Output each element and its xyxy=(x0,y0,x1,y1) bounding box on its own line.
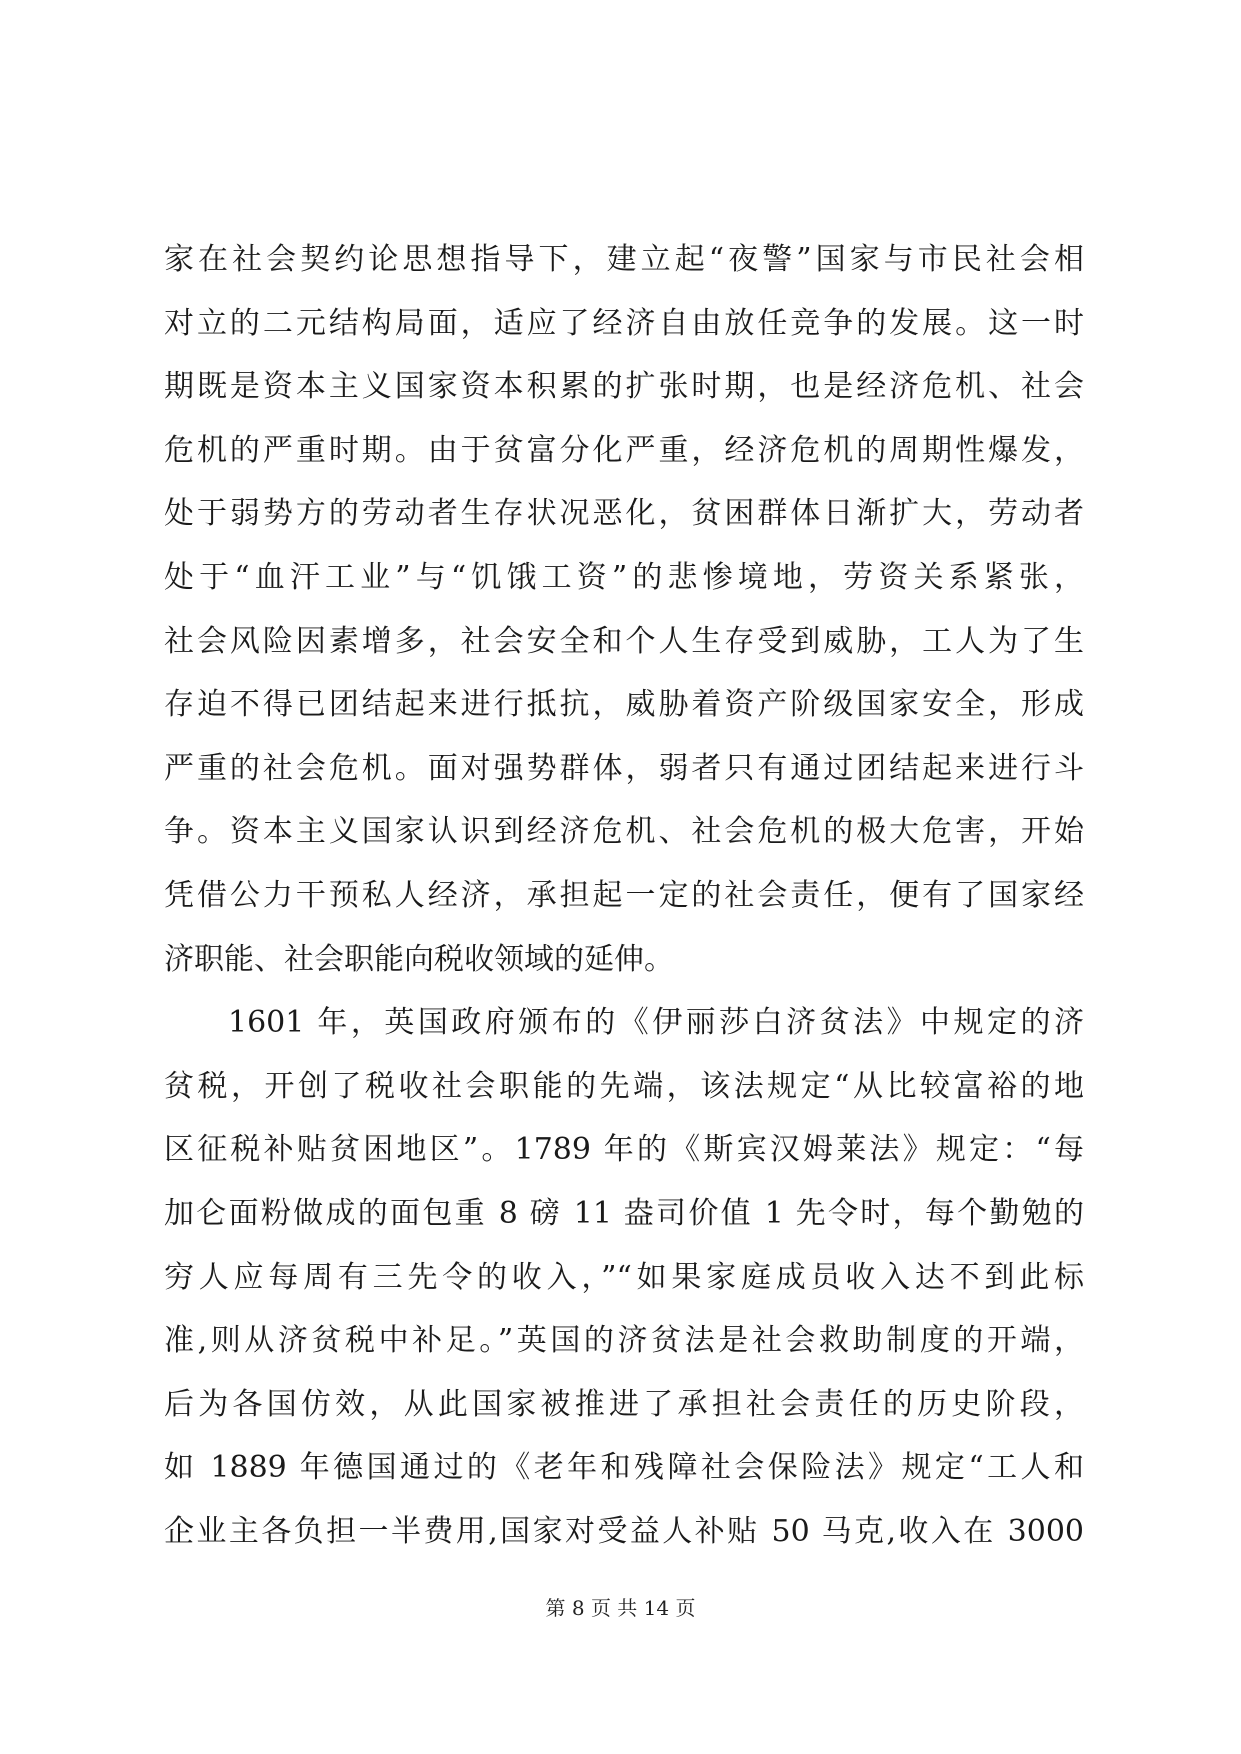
text-line: 济职能、社会职能向税收领域的延伸。 xyxy=(164,941,674,977)
text-line: 贫税，开创了税收社会职能的先端，该法规定“从比较富裕的地 xyxy=(164,1068,1084,1104)
text-line: 处于弱势方的劳动者生存状况恶化，贫困群体日渐扩大，劳动者 xyxy=(164,496,1084,532)
text-line: 企业主各负担一半费用,国家对受益人补贴 50 马克,收入在 3000 xyxy=(164,1513,1084,1549)
document-body xyxy=(164,228,1084,1563)
text-line: 期既是资本主义国家资本积累的扩张时期，也是经济危机、社会 xyxy=(164,369,1084,405)
text-line: 后为各国仿效，从此国家被推进了承担社会责任的历史阶段， xyxy=(164,1386,1084,1422)
paragraph-1 xyxy=(164,228,1084,991)
text-line: 穷人应每周有三先令的收入，”“如果家庭成员收入达不到此标 xyxy=(164,1259,1084,1295)
text-line: 存迫不得已团结起来进行抵抗，威胁着资产阶级国家安全，形成 xyxy=(164,687,1084,723)
text-line: 争。资本主义国家认识到经济危机、社会危机的极大危害，开始 xyxy=(164,814,1084,850)
text-line: 家在社会契约论思想指导下，建立起“夜警”国家与市民社会相 xyxy=(164,242,1084,277)
text-line: 区征税补贴贫困地区”。1789 年的《斯宾汉姆莱法》规定：“每 xyxy=(164,1132,1084,1168)
text-line: 1601 年，英国政府颁布的《伊丽莎白济贫法》中规定的济 xyxy=(228,1005,1084,1041)
text-line: 严重的社会危机。面对强势群体，弱者只有通过团结起来进行斗 xyxy=(164,750,1084,786)
text-line: 凭借公力干预私人经济，承担起一定的社会责任，便有了国家经 xyxy=(164,877,1084,913)
text-line: 对立的二元结构局面，适应了经济自由放任竞争的发展。这一时 xyxy=(164,305,1084,341)
text-line: 社会风险因素增多，社会安全和个人生存受到威胁，工人为了生 xyxy=(164,623,1084,659)
text-line: 危机的严重时期。由于贫富分化严重，经济危机的周期性爆发， xyxy=(164,432,1084,468)
text-line: 加仑面粉做成的面包重 8 磅 11 盎司价值 1 先令时，每个勤勉的 xyxy=(164,1195,1084,1231)
text-line: 准,则从济贫税中补足。”英国的济贫法是社会救助制度的开端， xyxy=(164,1323,1084,1359)
text-line: 处于“血汗工业”与“饥饿工资”的悲惨境地，劳资关系紧张， xyxy=(164,559,1084,595)
text-line: 如 1889 年德国通过的《老年和残障社会保险法》规定“工人和 xyxy=(164,1450,1084,1486)
page-number-footer: 第 8 页 共 14 页 xyxy=(545,1596,696,1620)
paragraph-2 xyxy=(164,991,1084,1563)
